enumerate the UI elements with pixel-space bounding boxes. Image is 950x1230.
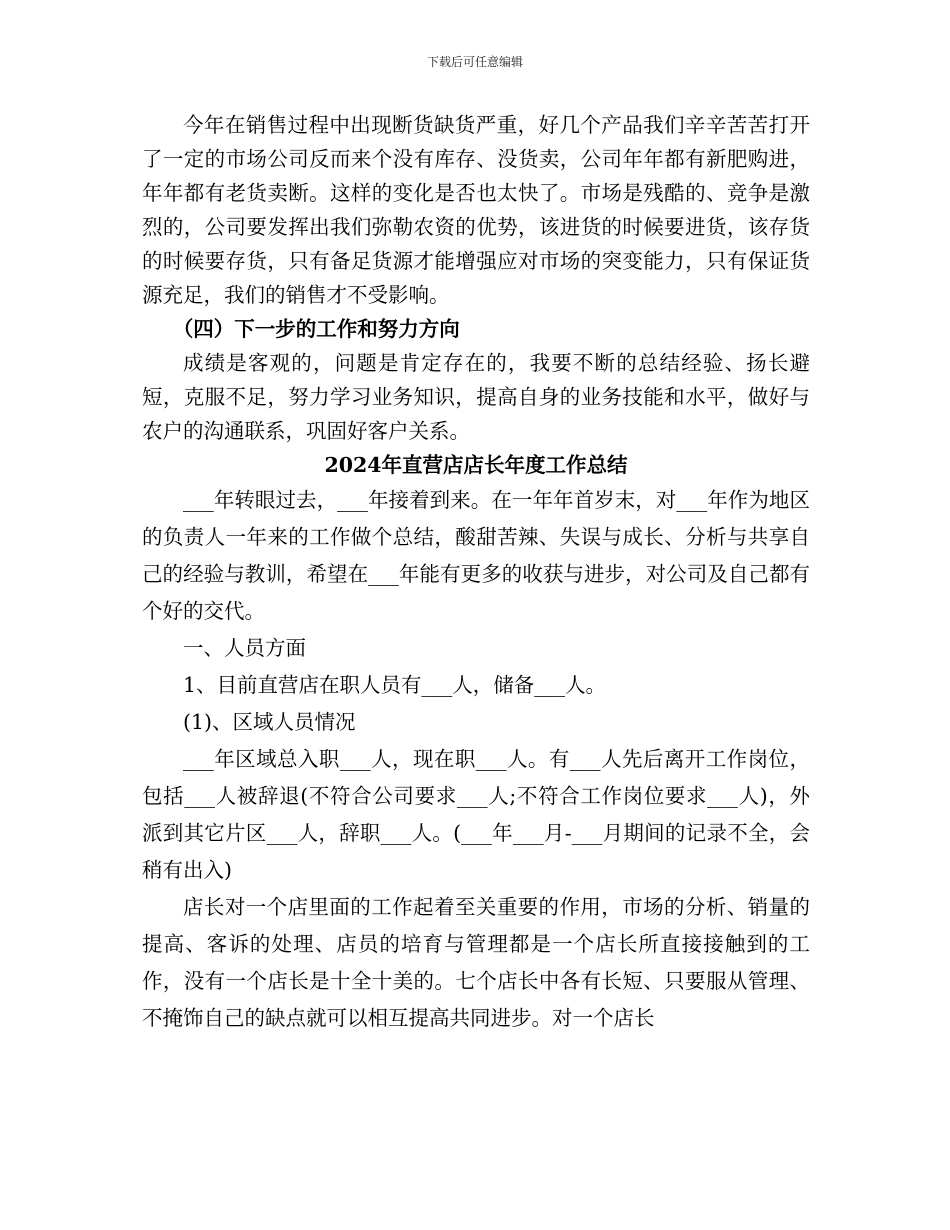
paragraph-year-intro: ___年转眼过去，___年接着到来。在一年年首岁末，对___年作为地区的负责人一年来的工作做个总结，酸甜苦辣、失误与成长、分析与共享自己的经验与教训，希望在___年能有更多的收获与进步，对公司及自己都有个好的交代。 [142,488,810,623]
section-heading-next-steps: （四）下一步的工作和努力方向 [172,317,460,341]
page-header: 下载后可任意编辑 [426,55,523,69]
document-body [142,108,810,1037]
paragraph-achievements: 成绩是客观的，问题是肯定存在的，我要不断的总结经验、扬长避短，克服不足，努力学习业务知识，提高自身的业务技能和水平，做好与农户的沟通联系，巩固好客户关系。 [142,351,810,443]
item-staff-count: 1、目前直营店在职人员有___人，储备___人。 [183,673,607,697]
paragraph-store-manager: 店长对一个店里面的工作起着至关重要的作用，市场的分析、销量的提高、客诉的处理、店员的培育与管理都是一个店长所直接接触到的工作，没有一个店长是十全十美的。七个店长中各有长短、只要服从管理、不掩饰自己的缺点就可以相互提高共同进步。对一个店长 [142,895,810,1030]
paragraph-stock-shortage: 今年在销售过程中出现断货缺货严重，好几个产品我们辛辛苦苦打开了一定的市场公司反而来个没有库存、没货卖，公司年年都有新肥购进，年年都有老货卖断。这样的变化是否也太快了。市场是残酷的、竞争是激烈的，公司要发挥出我们弥勒农资的优势，该进货的时候要进货，该存货的时候要存货，只有备足货源才能增强应对市场的突变能力，只有保证货源充足，我们的销售才不受影响。 [142,113,810,307]
item-regional-staff: (1)、区域人员情况 [183,710,356,734]
document-title: 2024年直营店店长年度工作总结 [324,453,628,477]
paragraph-regional-staff-detail: ___年区域总入职___人，现在职___人。有___人先后离开工作岗位，包括___人被辞退(不符合公司要求___人;不符合工作岗位要求___人)，外派到其它片区___人，辞职___人。(___年___月-___月期间的记录不全，会稍有出入) [142,747,810,882]
section-heading-personnel: 一、人员方面 [183,636,306,660]
